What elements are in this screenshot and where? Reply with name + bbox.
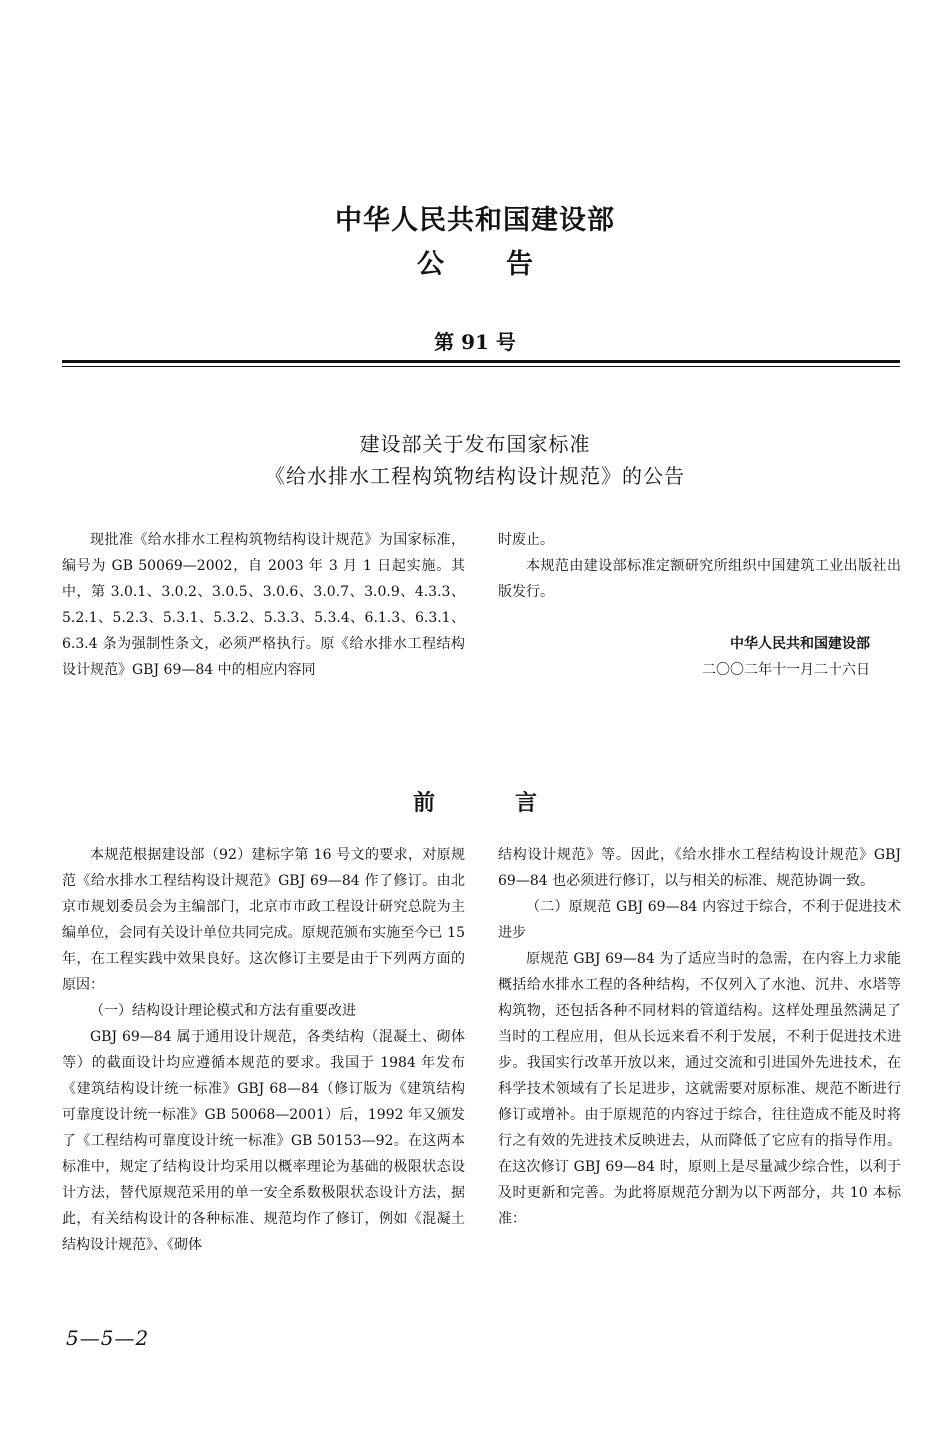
foreword-paragraph-continued: 结构设计规范》等。因此，《给水排水工程结构设计规范》GBJ 69—84 也必须进行修订，以与相关的标准、规范协调一致。 bbox=[498, 847, 901, 889]
announcement-left-column bbox=[62, 527, 465, 683]
announcement-publisher-note: 本规范由建设部标准定额研究所组织中国建筑工业出版社出版发行。 bbox=[498, 558, 901, 600]
notice-heading: 公告 bbox=[417, 249, 595, 280]
signature-date: 二〇〇二年十一月二十六日 bbox=[702, 662, 870, 678]
page-number: 5—5—2 bbox=[66, 1326, 150, 1350]
announcement-title-line2: 《给水排水工程构筑物结构设计规范》的公告 bbox=[265, 464, 685, 488]
announcement-title-line1: 建设部关于发布国家标准 bbox=[359, 432, 591, 456]
foreword-left-column bbox=[62, 842, 465, 1258]
foreword-right-column bbox=[498, 842, 901, 1232]
foreword-paragraph: 原规范 GBJ 69—84 为了适应当时的急需，在内容上力求能概括给水排水工程的各种结构，不仅列入了水池、沉井、水塔等构筑物，还包括各种不同材料的管道结构。这样处理虽然满足了当时的工程应用，但从长远来看不利于发展，不利于促进技术进步。我国实行改革开放以来，通过交流和引进国外先进技术，在科学技术领域有了长足进步，这就需要对原标准、规范不断进行修订或增补。由于原规范的内容过于综合，往往造成不能及时将行之有效的先进技术反映进去，从而降低了它应有的指导作用。在这次修订 GBJ 69—84 时，原则上是尽量减少综合性，以利于及时更新和完善。为此将原规范分割为以下两部分，共 10 本标准： bbox=[498, 951, 901, 1227]
announcement-right-column bbox=[498, 527, 901, 605]
header-divider-thick bbox=[62, 360, 900, 363]
announcement-paragraph: 现批准《给水排水工程构筑物结构设计规范》为国家标准，编号为 GB 50069—2002，自 2003 年 3 月 1 日起实施。其中，第 3.0.1、3.0.2、3.0.5、3.0.6、3.0.7、3.0.9、4.3.3、5.2.1、5.2.3、5.3.1、5.3.2、5.3.3、5.3.4、6.1.3、6.3.1、6.3.4 条为强制性条文，必须严格执行。原《给水排水工程结构设计规范》GBJ 69—84 中的相应内容同 bbox=[62, 532, 465, 678]
foreword-paragraph: GBJ 69—84 属于通用设计规范，各类结构（混凝土、砌体等）的截面设计均应遵循本规范的要求。我国于 1984 年发布《建筑结构设计统一标准》GBJ 68—84（修订版为《建筑结构可靠度设计统一标准》GB 50068—2001）后，1992 年又颁发了《工程结构可靠度设计统一标准》GB 50153—92。在这两本标准中，规定了结构设计均采用以概率理论为基础的极限状态设计方法，替代原规范采用的单一安全系数极限状态设计方法，据此，有关结构设计的各种标准、规范均作了修订，例如《混凝土结构设计规范》、《砌体 bbox=[62, 1029, 465, 1253]
foreword-section-heading: （二）原规范 GBJ 69—84 内容过于综合，不利于促进技术进步 bbox=[498, 899, 901, 941]
announcement-paragraph-continued: 时废止。 bbox=[498, 532, 554, 548]
foreword-section-heading: （一）结构设计理论模式和方法有重要改进 bbox=[90, 1003, 356, 1019]
signature-org: 中华人民共和国建设部 bbox=[730, 636, 870, 652]
foreword-title: 前言 bbox=[412, 790, 617, 816]
header-divider-thin bbox=[62, 366, 900, 367]
notice-number: 第 91 号 bbox=[434, 330, 516, 354]
signature-block bbox=[498, 631, 870, 683]
ministry-heading: 中华人民共和国建设部 bbox=[335, 205, 615, 236]
foreword-paragraph: 本规范根据建设部（92）建标字第 16 号文的要求，对原规范《给水排水工程结构设计规范》GBJ 69—84 作了修订。由北京市规划委员会为主编部门，北京市市政工程设计研究总院为主编单位，会同有关设计单位共同完成。原规范颁布实施至今已 15 年，在工程实践中效果良好。这次修订主要是由于下列两方面的原因： bbox=[62, 847, 465, 993]
